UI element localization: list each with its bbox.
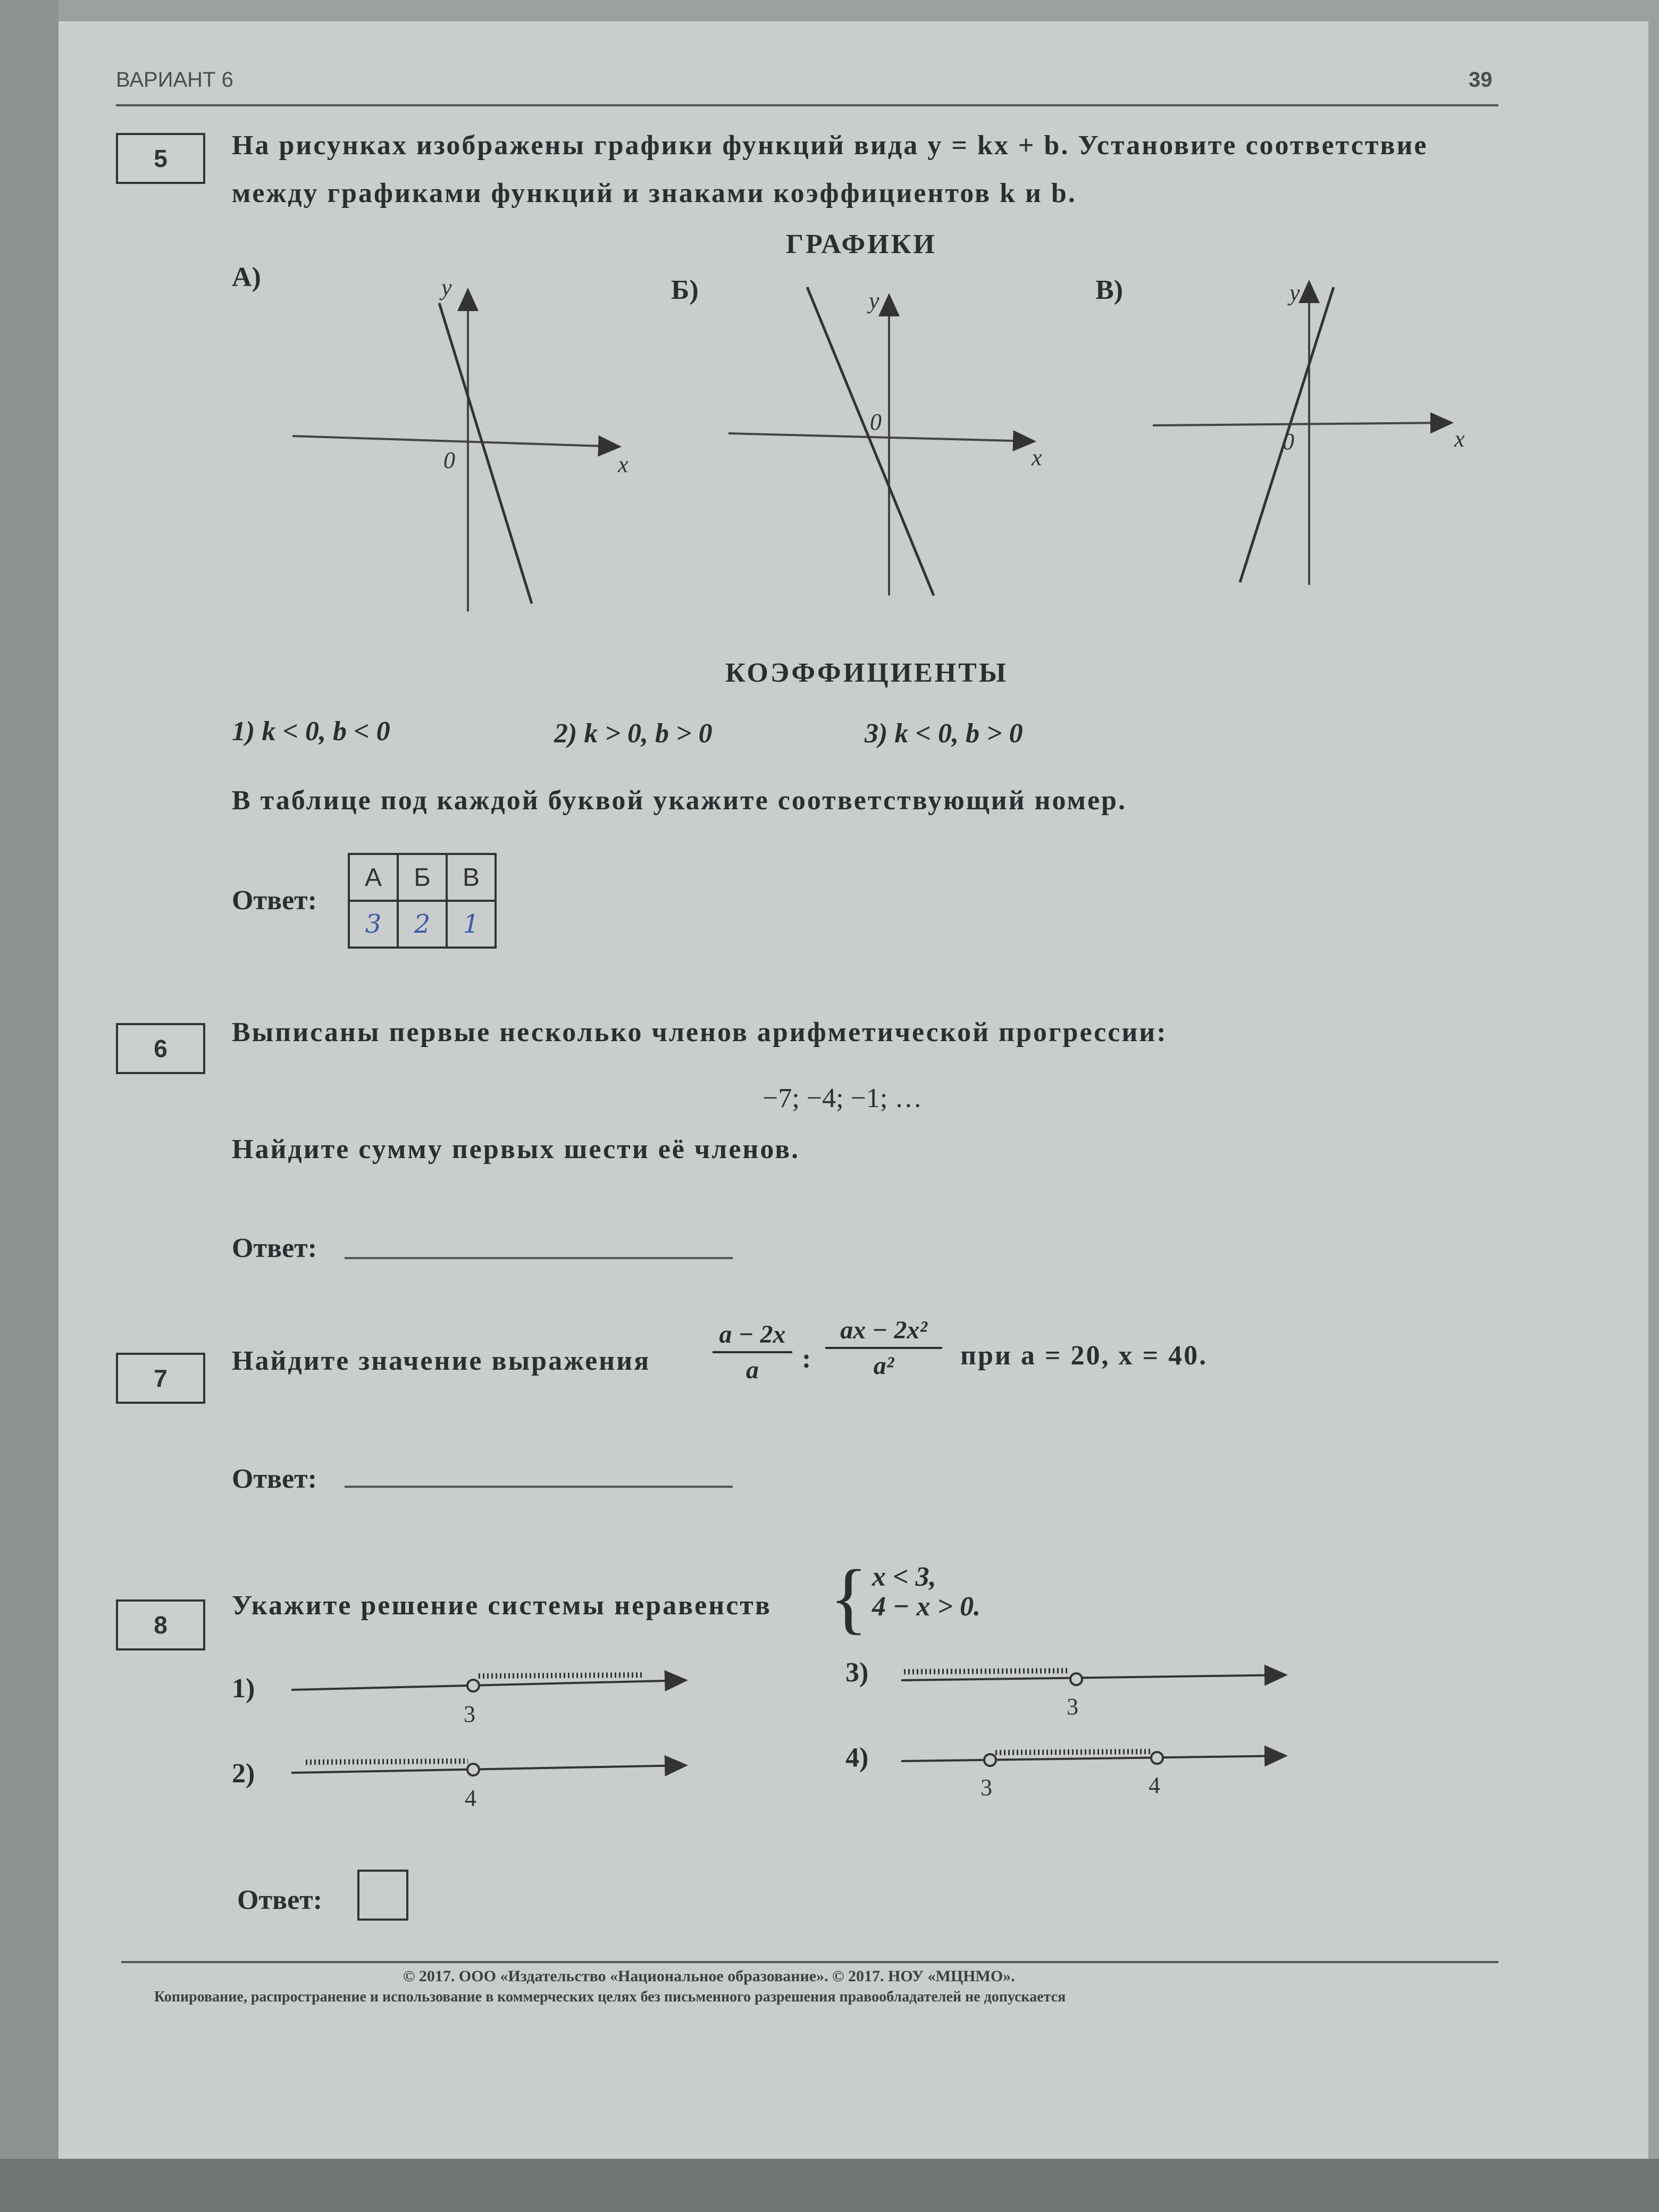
task5-text-line2: между графиками функций и знаками коэффициентов k и b.	[232, 178, 1077, 208]
option-4-label: 4)	[845, 1742, 869, 1773]
task7-condition: при a = 20, x = 40.	[960, 1340, 1208, 1371]
coefficients-heading: КОЭФФИЦИЕНТЫ	[725, 658, 1008, 688]
graph-v-y-label: y	[1289, 280, 1300, 306]
fraction-2-denominator: a²	[873, 1352, 894, 1380]
table-header-b: Б	[398, 854, 447, 901]
option4-value-b: 4	[1149, 1772, 1160, 1798]
fraction-2	[825, 1316, 942, 1380]
task8-option3-line	[901, 1671, 1286, 1720]
table-value-v[interactable]: 1	[447, 901, 496, 948]
task-number-box: 6	[116, 1023, 205, 1074]
task5-instruction: В таблице под каждой буквой укажите соответствующий номер.	[232, 785, 1127, 816]
graph-a	[292, 274, 629, 611]
fraction-2-numerator: ax − 2x²	[840, 1316, 927, 1344]
task6-question: Найдите сумму первых шести её членов.	[232, 1134, 800, 1164]
task8-option4-line	[901, 1752, 1286, 1800]
option1-value: 3	[464, 1701, 475, 1727]
graph-a-y-label: y	[441, 274, 452, 300]
graphs-heading: ГРАФИКИ	[786, 229, 937, 259]
table-value-b[interactable]: 2	[398, 901, 447, 948]
option-2-label: 2)	[232, 1758, 255, 1789]
system-line-1: x < 3,	[872, 1562, 936, 1592]
fraction-2-bar	[825, 1347, 942, 1349]
graph-a-origin: 0	[443, 447, 455, 473]
task8-text: Укажите решение системы неравенств	[232, 1590, 772, 1621]
fraction-1	[713, 1320, 792, 1385]
graph-b-origin: 0	[870, 409, 882, 435]
footer-rule	[121, 1961, 1498, 1963]
coefficient-option-3: 3) k < 0, b > 0	[865, 718, 1023, 749]
task7-text: Найдите значение выражения	[232, 1346, 651, 1376]
option3-value: 3	[1067, 1694, 1078, 1720]
task5-answer-table	[348, 853, 497, 949]
variant-title: ВАРИАНТ 6	[116, 68, 233, 91]
option2-value: 4	[465, 1785, 476, 1811]
task8-answer-label: Ответ:	[237, 1885, 323, 1915]
graph-b	[728, 287, 1042, 596]
task5-text-line1: На рисунках изображены графики функций вида y = kx + b. Установите соответствие	[232, 130, 1428, 161]
task8-option2-line	[291, 1761, 686, 1811]
task-number-box: 8	[116, 1599, 205, 1650]
fraction-1-bar	[713, 1351, 792, 1353]
task-number-box: 5	[116, 133, 205, 184]
division-colon: :	[802, 1344, 811, 1374]
task-number-box: 7	[116, 1353, 205, 1404]
fraction-1-numerator: a − 2x	[719, 1320, 786, 1348]
task6-answer-field[interactable]	[345, 1257, 733, 1259]
table-value-a[interactable]: 3	[349, 901, 398, 948]
page-number: 39	[1469, 68, 1493, 91]
task7-answer-label: Ответ:	[232, 1464, 317, 1494]
task7-answer-field[interactable]	[345, 1486, 733, 1488]
graph-v-origin: 0	[1283, 429, 1294, 455]
system-line-2: 4 − x > 0.	[872, 1591, 981, 1622]
graph-label-a: А)	[232, 262, 261, 292]
footer-copying-notice: Копирование, распространение и использование в коммерческих целях без письменного разрешения правообладателей не допускается	[154, 1989, 1066, 2005]
coefficient-option-2: 2) k > 0, b > 0	[554, 718, 713, 749]
table-header-v: В	[447, 854, 496, 901]
task6-sequence: −7; −4; −1; …	[763, 1083, 923, 1113]
graph-label-v: В)	[1095, 275, 1123, 305]
footer-copyright: © 2017. ООО «Издательство «Национальное образование». © 2017. НОУ «МЦНМО».	[403, 1967, 1015, 1985]
coefficient-option-1: 1) k < 0, b < 0	[232, 716, 390, 747]
graph-a-x-label: x	[618, 451, 629, 477]
option-1-label: 1)	[232, 1673, 255, 1704]
graph-v	[1153, 280, 1465, 585]
task6-text: Выписаны первые несколько членов арифметической прогрессии:	[232, 1017, 1168, 1048]
table-header-a: А	[349, 854, 398, 901]
graph-v-x-label: x	[1454, 426, 1465, 452]
fraction-1-denominator: a	[746, 1356, 759, 1384]
task8-option1-line	[291, 1675, 686, 1727]
task5-answer-label: Ответ:	[232, 885, 317, 916]
task8-answer-box[interactable]	[357, 1870, 408, 1921]
option4-value-a: 3	[981, 1774, 992, 1800]
task6-answer-label: Ответ:	[232, 1233, 317, 1263]
graph-b-x-label: x	[1032, 445, 1042, 471]
graph-b-y-label: y	[869, 288, 879, 314]
graph-label-b: Б)	[671, 275, 699, 305]
system-brace: {	[830, 1554, 868, 1642]
option-3-label: 3)	[845, 1657, 869, 1688]
